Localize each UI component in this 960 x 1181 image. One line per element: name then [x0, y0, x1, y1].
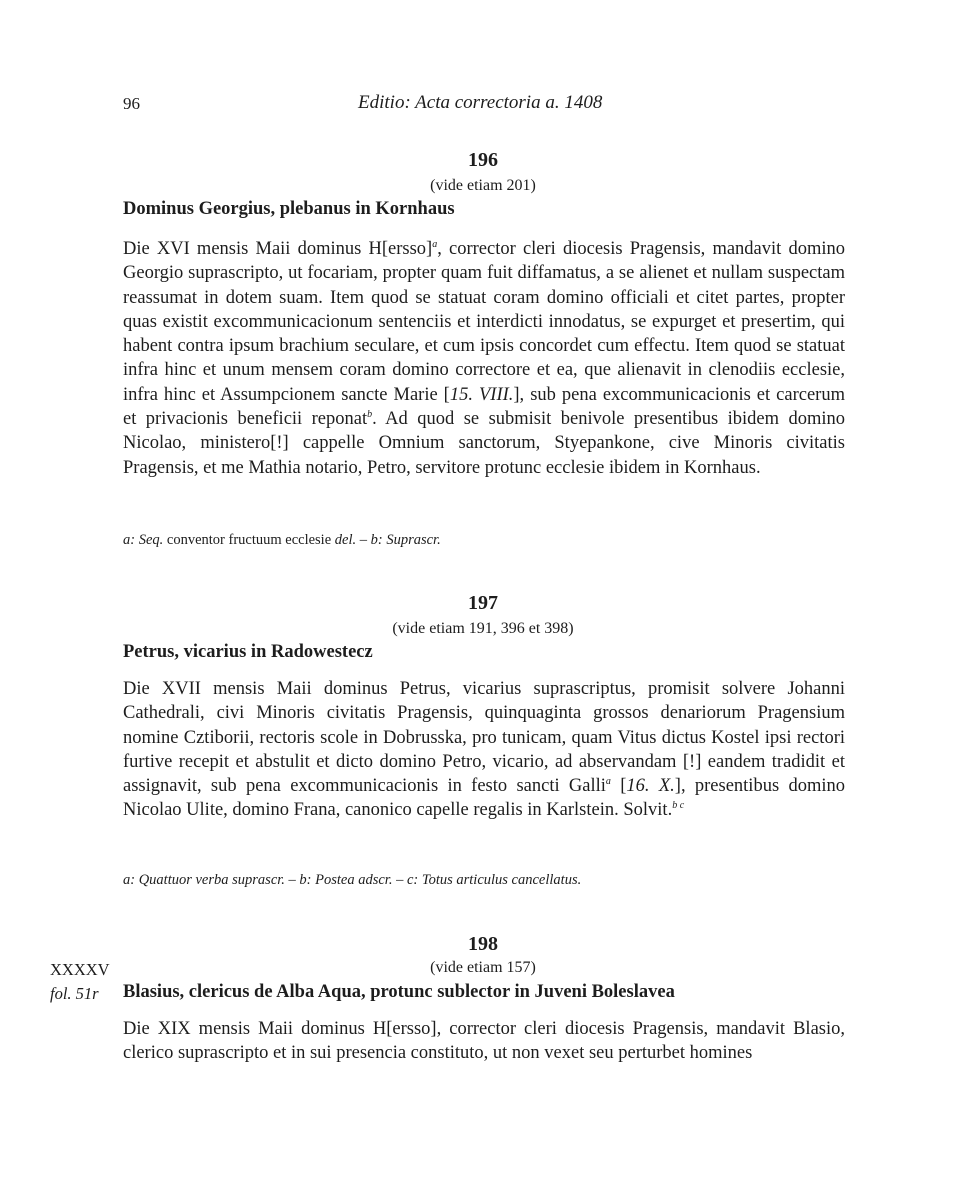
entry-heading: Dominus Georgius, plebanus in Kornhaus	[123, 199, 455, 219]
cross-reference: (vide etiam 191, 396 et 398)	[392, 620, 574, 637]
margin-folio: fol. 51r	[50, 984, 99, 1003]
margin-foliation: XXXXV	[50, 960, 110, 979]
cross-reference: (vide etiam 157)	[430, 959, 536, 976]
footnote-mark: a	[605, 776, 611, 788]
running-title: Editio: Acta correctoria a. 1408	[358, 92, 603, 113]
entry-body: Die XVII mensis Maii dominus Petrus, vicarius suprascriptus, promisit solvere Johanni Cathedrali, civi Minoris civitatis Pragensis, quinquaginta grossos denariorum Pragensium nomine Cztiborii, rectoris scole in Dobrusska, pro tunicam, quam Vitus dictus Kostel ipsi rectori furtive recepit et abstulit et dicto domino Petro, vicario, ad abservandam [!] eandem tradidit et assignavit, sub pena excommunicacionis in festo sancti Galli$^a$ [16. X.], presentibus domino Nicolao Ulite, domino Frana, canonico capelle regalis in Karlstein. Solvit.$^{b c}$	[123, 679, 845, 821]
footnotes: a: Seq. conventor fructuum ecclesie del. – b: Suprascr.	[123, 532, 441, 548]
entry-number: 198	[468, 933, 498, 955]
footnotes: a: Quattuor verba suprascr. – b: Postea adscr. – c: Totus articulus cancellatus.	[123, 872, 582, 888]
footnote-mark: a	[432, 238, 438, 250]
entry-body: Die XIX mensis Maii dominus H[ersso], corrector cleri diocesis Pragensis, mandavit Blasio, clerico suprascripto et in sui presencia constituto, ut non vexet seu perturbet homines	[123, 1019, 845, 1064]
page-number: 96	[123, 94, 140, 113]
entry-heading: Blasius, clericus de Alba Aqua, protunc sublector in Juveni Boleslavea	[123, 982, 675, 1002]
footnote-mark: b c	[672, 800, 685, 812]
entry-number: 196	[468, 149, 498, 171]
cross-reference: (vide etiam 201)	[430, 177, 536, 194]
entry-number: 197	[468, 592, 498, 614]
entry-body: Die XVI mensis Maii dominus H[ersso]$^a$, corrector cleri diocesis Pragensis, mandavit domino Georgio suprascripto, ut focariam, propter quam fuit diffamatus, a se alienet et nullam suspectam reassumat in dotem suam. Item quod se statuat coram domino officiali et citet partes, propter quas existit excommunicacionum sentenciis et interdicti innodatus, se expurget et presertim, qui habent contra ipsum brachium seculare, et cum ipsis concordet cum effectu. Item quod se statuat infra hinc et unum mensem coram domino correctore et ea, que alienavit in clenodiis ecclesie, infra hinc et Assumpcionem sancte Marie [15. VIII.], sub pena excommunicacionis et carcerum et privacionis beneficii reponat$^b$. Ad quod se submisit benivole presentibus ibidem domino Nicolao, ministero[!] cappelle Omnium sanctorum, Styepankone, cive Minoris civitatis Pragensis, et me Mathia notario, Petro, servitore protunc ecclesie ibidem in Kornhaus.	[123, 238, 845, 478]
footnote-mark: b	[367, 408, 373, 420]
entry-heading: Petrus, vicarius in Radowestecz	[123, 642, 373, 662]
